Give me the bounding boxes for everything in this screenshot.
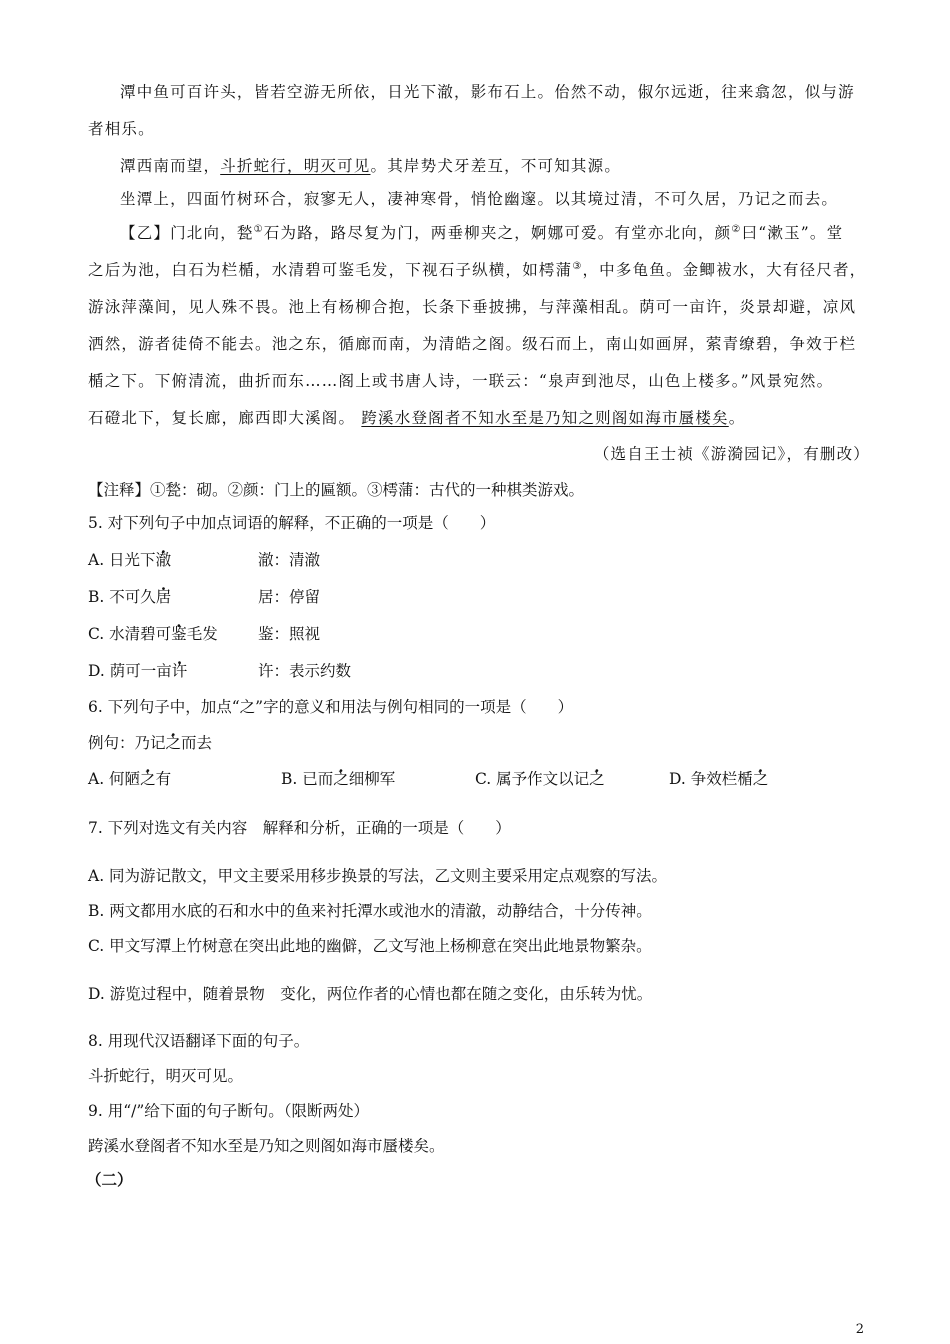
passage-yi-line: 洒然，游者徒倚不能去。池之东，循廊而南，为清皓之阁。级石而上，南山如画屏，萦青缭碧，争效于栏 bbox=[88, 335, 857, 353]
text-span: 石为路，路尽复为门，两垂柳夹之，婀娜可爱。有堂亦北向，颜 bbox=[263, 224, 732, 242]
annotation-notes: 【注释】①甃：砌。②颜：门上的匾额。③樗蒲：古代的一种棋类游戏。 bbox=[88, 481, 585, 499]
footnote-marker: ② bbox=[731, 223, 742, 235]
dotted-word: 居 bbox=[155, 588, 172, 606]
question-6-option-d bbox=[669, 767, 768, 791]
passage-jia-paragraph-2 bbox=[120, 154, 870, 178]
underlined-sentence: 斗折蛇行，明灭可见 bbox=[220, 157, 371, 175]
question-8-stem: 8. 用现代汉语翻译下面的句子。 bbox=[88, 1032, 310, 1050]
text-span: 【乙】门北向，甃 bbox=[120, 224, 254, 242]
section-heading: （二） bbox=[86, 1170, 133, 1189]
passage-source: （选自王士祯《游漪园记》，有删改） bbox=[593, 445, 870, 463]
text-span: 。其岸势犬牙差互，不可知其源。 bbox=[370, 157, 622, 175]
example-text: 而去 bbox=[181, 734, 213, 752]
question-9-sentence: 跨溪水登阁者不知水至是乃知之则阁如海市蜃楼矣。 bbox=[88, 1137, 445, 1155]
question-7-stem: 7. 下列对选文有关内容 解释和分析，正确的一项是（ ） bbox=[88, 819, 511, 837]
passage-yi-line bbox=[120, 221, 870, 245]
footnote-marker: ① bbox=[253, 223, 264, 235]
question-7-option-c: C. 甲文写潭上竹树意在突出此地的幽僻，乙文写池上杨柳意在突出此地景物繁杂。 bbox=[88, 937, 652, 955]
passage-yi-line: 楯之下。下俯清流，曲折而东……阁上或书唐人诗，一联云：“泉声到池尽，山色上楼多。”风景宛然。 bbox=[88, 372, 834, 390]
passage-yi-line: 游泳萍藻间，见人殊不畏。池上有杨柳合抱，长条下垂披拂，与萍藻相乱。荫可一亩许，炎景却避，凉风 bbox=[88, 298, 857, 316]
footnote-marker: ③ bbox=[572, 260, 583, 272]
option-text: 细柳军 bbox=[348, 770, 396, 788]
text-span: 。 bbox=[728, 409, 746, 427]
option-text: 毛发 bbox=[186, 625, 218, 643]
question-8-sentence: 斗折蛇行，明灭可见。 bbox=[88, 1067, 244, 1085]
question-5-stem: 5. 对下列句子中加点词语的解释，不正确的一项是（ ） bbox=[88, 514, 496, 532]
text-span: 曰“漱玉”。堂 bbox=[741, 224, 844, 242]
dotted-word: 之 bbox=[165, 734, 182, 752]
question-5-option-a bbox=[88, 548, 870, 572]
option-text: D. 荫可一亩 bbox=[88, 662, 172, 680]
option-text: C. 水清碧可 bbox=[88, 625, 172, 643]
dotted-word: 之 bbox=[752, 770, 769, 788]
option-text: A. 何陋 bbox=[88, 770, 141, 788]
dotted-word: 之 bbox=[140, 770, 156, 788]
question-7-option-a: A. 同为游记散文，甲文主要采用移步换景的写法，乙文则主要采用定点观察的写法。 bbox=[88, 867, 668, 885]
text-span: 石磴北下，复长廊，廊西即大溪阁。 bbox=[88, 409, 356, 427]
passage-yi-line bbox=[88, 258, 870, 282]
option-text: 有 bbox=[155, 770, 172, 788]
text-span: ，中多龟鱼。金鲫袚水，大有径尺者， bbox=[582, 261, 867, 279]
question-5-option-c bbox=[88, 622, 870, 646]
dotted-word: 之 bbox=[333, 770, 349, 788]
option-gloss: 居：停留 bbox=[258, 588, 321, 606]
question-7-option-d: D. 游览过程中，随着景物 变化，两位作者的心情也都在随之变化，由乐转为忧。 bbox=[88, 985, 653, 1003]
underlined-sentence: 跨溪水登阁者不知水至是乃知之则阁如海市蜃楼矣 bbox=[361, 409, 729, 427]
option-text: C. 属予作文以记 bbox=[475, 770, 590, 788]
question-7-option-b: B. 两文都用水底的石和水中的鱼来衬托潭水或池水的清澈，动静结合，十分传神。 bbox=[88, 902, 652, 920]
dotted-word: 澈 bbox=[155, 551, 172, 569]
dotted-word: 鉴 bbox=[171, 625, 187, 643]
example-text: 例句：乃记 bbox=[88, 734, 166, 752]
option-text: B. 不可久 bbox=[88, 588, 156, 606]
option-gloss: 鉴：照视 bbox=[258, 625, 321, 643]
question-6-option-c bbox=[475, 767, 605, 791]
question-5-option-b bbox=[88, 585, 870, 609]
text-span: 潭西南而望， bbox=[120, 157, 221, 175]
text-span: 之后为池，白石为栏楯，水清碧可鉴毛发，下视石子纵横，如樗蒲 bbox=[88, 261, 573, 279]
dotted-word: 之 bbox=[589, 770, 605, 788]
option-gloss: 澈：清澈 bbox=[258, 551, 321, 569]
page-number: 2 bbox=[855, 1322, 864, 1337]
dotted-word: 许 bbox=[171, 662, 188, 680]
passage-yi-line bbox=[88, 406, 870, 430]
option-text: B. 已而 bbox=[281, 770, 334, 788]
option-gloss: 许：表示约数 bbox=[258, 662, 352, 680]
passage-jia-paragraph-3: 坐潭上，四面竹树环合，寂寥无人，凄神寒骨，悄怆幽邃。以其境过清，不可久居，乃记之而去。 bbox=[120, 190, 839, 208]
option-text: A. 日光下 bbox=[88, 551, 156, 569]
question-6-example bbox=[88, 731, 870, 755]
option-text: D. 争效栏楯 bbox=[669, 770, 753, 788]
question-9-stem: 9. 用“/”给下面的句子断句。（限断两处） bbox=[88, 1102, 370, 1120]
question-5-option-d bbox=[88, 659, 870, 683]
question-6-option-b bbox=[281, 767, 395, 791]
passage-jia-line: 潭中鱼可百许头，皆若空游无所依，日光下澈，影布石上。佁然不动，俶尔远逝，往来翕忽，似与游 bbox=[120, 83, 855, 101]
question-6-stem: 6. 下列句子中，加点“之”字的意义和用法与例句相同的一项是（ ） bbox=[88, 698, 574, 716]
question-6-option-a bbox=[88, 767, 171, 791]
passage-jia-line: 者相乐。 bbox=[88, 120, 155, 138]
